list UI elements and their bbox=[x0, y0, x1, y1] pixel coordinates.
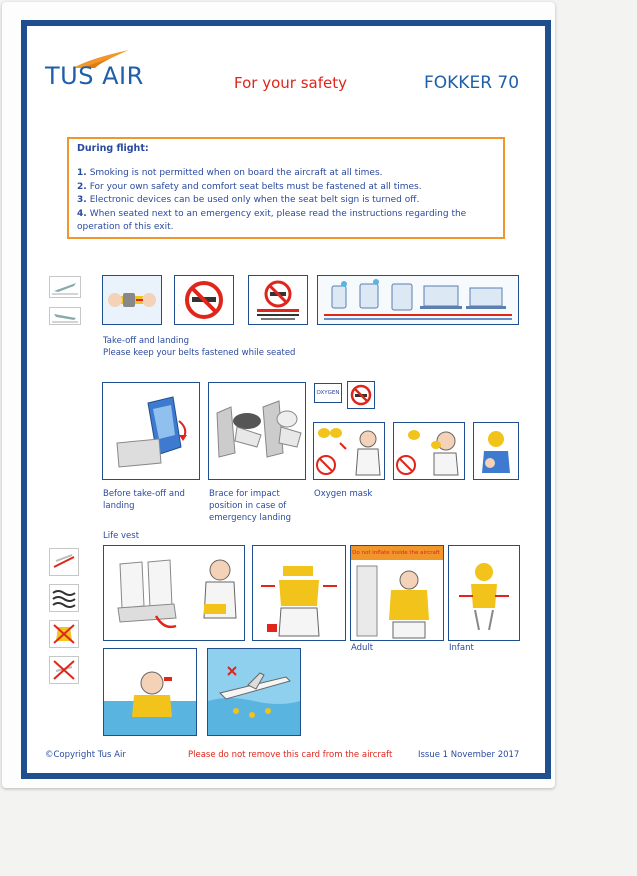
during-flight-box bbox=[67, 137, 505, 239]
inflate-note: Do not inflate inside the aircraft bbox=[352, 550, 440, 556]
seat-caption: Before take-off and landing bbox=[103, 489, 185, 511]
copyright-text: ©Copyright Tus Air bbox=[45, 750, 126, 760]
rules-list bbox=[77, 167, 495, 235]
safety-card bbox=[2, 2, 555, 788]
plane-landing-icon bbox=[49, 307, 81, 325]
aircraft-ditching-panel bbox=[207, 648, 301, 736]
card-title: For your safety bbox=[234, 74, 347, 92]
no-inflate-inside-icon bbox=[49, 620, 79, 648]
takeoff-caption: Take-off and landing Please keep your belts fastened while seated bbox=[103, 336, 296, 358]
life-vest-caption: Life vest bbox=[103, 531, 140, 541]
no-exit-plane-icon bbox=[49, 656, 79, 684]
rules-heading: During flight: bbox=[77, 143, 149, 154]
rule-item: 3. Electronic devices can be used only when the seat belt sign is turned off. bbox=[77, 195, 420, 205]
oxygen-mask-wear-panel bbox=[393, 422, 465, 480]
rule-item: 1. Smoking is not permitted when on board the aircraft at all times. bbox=[77, 168, 383, 178]
whistle-in-water-panel bbox=[103, 648, 197, 736]
life-vest-inflate-panel bbox=[350, 545, 444, 641]
life-vest-don-panel bbox=[252, 545, 346, 641]
remove-card-notice: Please do not remove this card from the aircraft bbox=[188, 750, 393, 760]
seatbelt-panel bbox=[102, 275, 162, 325]
issue-date: Issue 1 November 2017 bbox=[418, 750, 520, 760]
oxygen-child-panel bbox=[473, 422, 519, 480]
oxygen-sign: OXYGEN bbox=[314, 383, 342, 403]
infant-caption: Infant bbox=[449, 643, 474, 653]
brand-logo-text: TUS AIR bbox=[45, 62, 144, 90]
brace-position-panel bbox=[208, 382, 306, 480]
rule-item: 4. When seated next to an emergency exit, please read the instructions regarding the operation of this exit. bbox=[77, 208, 467, 232]
rule-item: 2. For your own safety and comfort seat belts must be fastened at all times. bbox=[77, 181, 422, 192]
oxygen-mask-drop-panel bbox=[313, 422, 385, 480]
no-smoking-panel bbox=[174, 275, 234, 325]
plane-takeoff-icon bbox=[49, 276, 81, 298]
card-frame bbox=[21, 20, 551, 779]
life-vest-under-seat-panel bbox=[103, 545, 245, 641]
infant-vest-panel bbox=[448, 545, 520, 641]
adult-caption: Adult bbox=[351, 643, 374, 653]
electronic-devices-panel bbox=[317, 275, 519, 325]
seat-upright-panel bbox=[102, 382, 200, 480]
oxygen-mask-caption: Oxygen mask bbox=[314, 489, 373, 499]
water-waves-icon bbox=[49, 584, 79, 612]
aircraft-model: FOKKER 70 bbox=[424, 73, 520, 93]
brace-caption: Brace for impact position in case of emergency landing bbox=[209, 489, 291, 523]
no-smoking-toilet-panel bbox=[248, 275, 308, 325]
oxygen-no-smoking-icon bbox=[347, 381, 375, 409]
ditching-plane-icon bbox=[49, 548, 79, 576]
